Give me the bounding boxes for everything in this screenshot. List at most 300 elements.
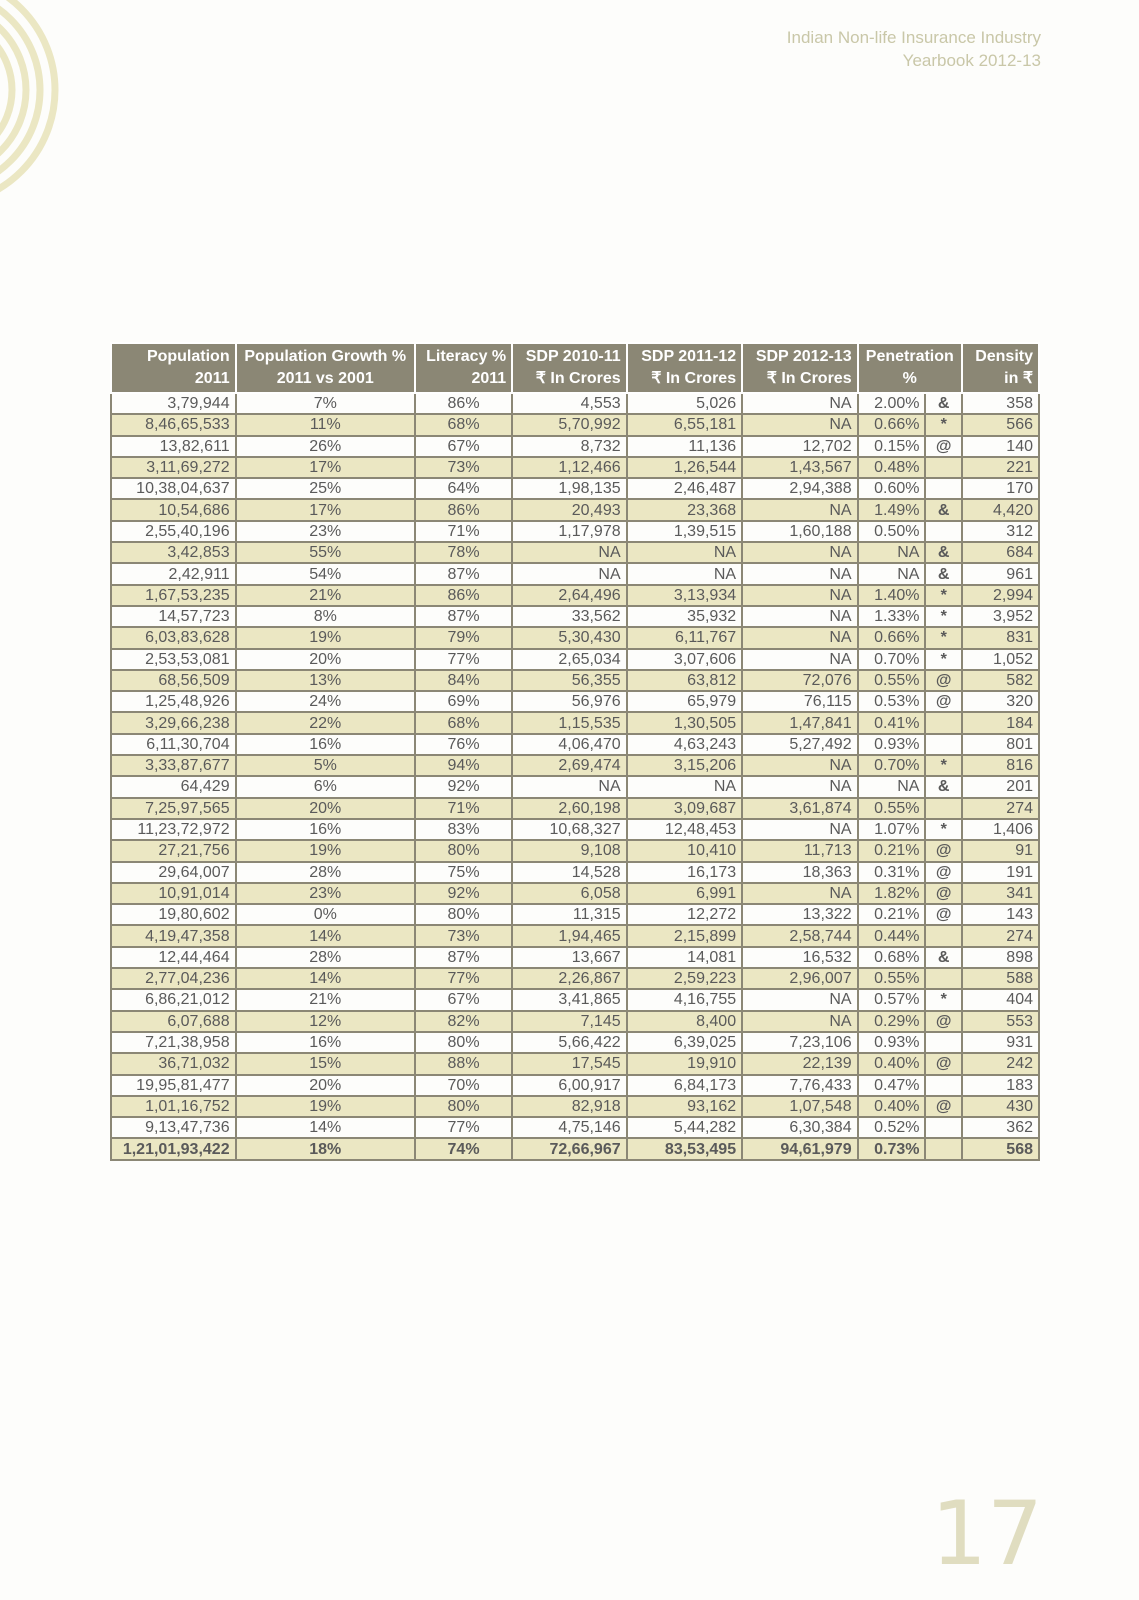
table-cell: 28% bbox=[236, 862, 415, 883]
table-cell: NA bbox=[742, 414, 857, 435]
table-cell: 87% bbox=[415, 563, 512, 584]
table-cell: 1,07,548 bbox=[742, 1096, 857, 1117]
table-cell: 55% bbox=[236, 542, 415, 563]
table-cell: 87% bbox=[415, 947, 512, 968]
table-cell: 0.60% bbox=[858, 478, 926, 499]
table-row bbox=[111, 755, 1039, 776]
table-cell: 80% bbox=[415, 840, 512, 861]
table-cell: 6,07,688 bbox=[111, 1011, 236, 1032]
table-cell: 10,410 bbox=[627, 840, 742, 861]
table-cell: 23% bbox=[236, 883, 415, 904]
table-cell: * bbox=[925, 819, 961, 840]
table-cell: 4,19,47,358 bbox=[111, 925, 236, 946]
table-cell: 1,94,465 bbox=[512, 925, 626, 946]
table-cell bbox=[925, 798, 961, 819]
table-cell: 816 bbox=[962, 755, 1039, 776]
table-row bbox=[111, 798, 1039, 819]
table-row bbox=[111, 414, 1039, 435]
table-cell: 75% bbox=[415, 862, 512, 883]
table-cell: 86% bbox=[415, 585, 512, 606]
table-row bbox=[111, 691, 1039, 712]
table-cell: 17,545 bbox=[512, 1053, 626, 1074]
table-cell: 10,91,014 bbox=[111, 883, 236, 904]
table-cell: 33,562 bbox=[512, 606, 626, 627]
table-cell: 71% bbox=[415, 521, 512, 542]
table-cell: 23,368 bbox=[627, 499, 742, 520]
table-cell: 21% bbox=[236, 989, 415, 1010]
table-cell: 17% bbox=[236, 499, 415, 520]
column-header-line: SDP 2010-11 bbox=[525, 348, 621, 365]
column-header-line: in ₹ bbox=[1004, 370, 1033, 387]
column-header bbox=[627, 343, 742, 393]
table-cell: 7,23,106 bbox=[742, 1032, 857, 1053]
table-cell bbox=[925, 1117, 961, 1138]
column-header-line: Literacy % bbox=[426, 348, 507, 365]
table-cell: 3,09,687 bbox=[627, 798, 742, 819]
table-cell: 5,026 bbox=[627, 393, 742, 414]
table-cell: @ bbox=[925, 691, 961, 712]
table-cell: 80% bbox=[415, 1032, 512, 1053]
table-row bbox=[111, 393, 1039, 414]
table-cell: 92% bbox=[415, 776, 512, 797]
column-header-line: 2011 vs 2001 bbox=[276, 370, 374, 387]
table-cell: NA bbox=[742, 563, 857, 584]
table-cell: 7,25,97,565 bbox=[111, 798, 236, 819]
table-cell: 3,79,944 bbox=[111, 393, 236, 414]
table-cell: 143 bbox=[962, 904, 1039, 925]
table-cell: 1,43,567 bbox=[742, 457, 857, 478]
table-cell: 87% bbox=[415, 606, 512, 627]
table-cell bbox=[925, 734, 961, 755]
table-cell: 14,57,723 bbox=[111, 606, 236, 627]
table-cell: 18% bbox=[236, 1138, 415, 1159]
table-cell: 26% bbox=[236, 436, 415, 457]
table-row bbox=[111, 627, 1039, 648]
table-cell: 73% bbox=[415, 925, 512, 946]
table-cell: 54% bbox=[236, 563, 415, 584]
table-cell: 4,63,243 bbox=[627, 734, 742, 755]
table-cell: 14,081 bbox=[627, 947, 742, 968]
table-cell: 3,13,934 bbox=[627, 585, 742, 606]
table-cell: 11,713 bbox=[742, 840, 857, 861]
table-cell: 6,30,384 bbox=[742, 1117, 857, 1138]
table-header bbox=[111, 343, 1039, 393]
table-cell: 12% bbox=[236, 1011, 415, 1032]
table-cell: 566 bbox=[962, 414, 1039, 435]
table-cell: 70% bbox=[415, 1075, 512, 1096]
table-cell: 20,493 bbox=[512, 499, 626, 520]
table-cell: NA bbox=[627, 542, 742, 563]
table-cell: 94% bbox=[415, 755, 512, 776]
table-cell: 221 bbox=[962, 457, 1039, 478]
table-cell bbox=[925, 1032, 961, 1053]
table-cell: & bbox=[925, 542, 961, 563]
table-cell: 76% bbox=[415, 734, 512, 755]
table-cell: 1,26,544 bbox=[627, 457, 742, 478]
table-cell: 6,991 bbox=[627, 883, 742, 904]
table-cell bbox=[925, 968, 961, 989]
table-row bbox=[111, 904, 1039, 925]
table-cell: 18,363 bbox=[742, 862, 857, 883]
table-cell: 3,15,206 bbox=[627, 755, 742, 776]
table-cell: 1.07% bbox=[858, 819, 926, 840]
column-header-line: SDP 2012-13 bbox=[755, 348, 852, 365]
table-cell: 568 bbox=[962, 1138, 1039, 1159]
table-cell: 67% bbox=[415, 989, 512, 1010]
table-cell: 20% bbox=[236, 798, 415, 819]
table-cell: 3,42,853 bbox=[111, 542, 236, 563]
table-row bbox=[111, 883, 1039, 904]
table-cell: 2,60,198 bbox=[512, 798, 626, 819]
table-cell: 19% bbox=[236, 840, 415, 861]
table-cell: 8,400 bbox=[627, 1011, 742, 1032]
table-cell: 684 bbox=[962, 542, 1039, 563]
table-total-row bbox=[111, 1138, 1039, 1159]
column-header-line: Penetration bbox=[865, 348, 954, 365]
table-cell: NA bbox=[627, 563, 742, 584]
table-cell: 88% bbox=[415, 1053, 512, 1074]
table-cell: NA bbox=[742, 989, 857, 1010]
table-cell: 362 bbox=[962, 1117, 1039, 1138]
table-cell: 10,68,327 bbox=[512, 819, 626, 840]
table-cell: 2,77,04,236 bbox=[111, 968, 236, 989]
table-cell: 320 bbox=[962, 691, 1039, 712]
table-cell: NA bbox=[742, 585, 857, 606]
table-cell: NA bbox=[742, 627, 857, 648]
table-cell: 23% bbox=[236, 521, 415, 542]
table-cell: 22,139 bbox=[742, 1053, 857, 1074]
table-cell: 5,66,422 bbox=[512, 1032, 626, 1053]
table-cell: 5,44,282 bbox=[627, 1117, 742, 1138]
column-header bbox=[415, 343, 512, 393]
column-header bbox=[512, 343, 626, 393]
table-row bbox=[111, 499, 1039, 520]
table-cell: 14% bbox=[236, 925, 415, 946]
table-cell: 3,29,66,238 bbox=[111, 712, 236, 733]
table-cell: 430 bbox=[962, 1096, 1039, 1117]
table-cell: 17% bbox=[236, 457, 415, 478]
table-cell: 19% bbox=[236, 1096, 415, 1117]
table-cell: 72,66,967 bbox=[512, 1138, 626, 1159]
table-cell: 1,17,978 bbox=[512, 521, 626, 542]
table-cell: 1.33% bbox=[858, 606, 926, 627]
table-cell bbox=[925, 521, 961, 542]
table-cell: 0.50% bbox=[858, 521, 926, 542]
table-cell: 1,47,841 bbox=[742, 712, 857, 733]
table-cell: 0.41% bbox=[858, 712, 926, 733]
table-cell: @ bbox=[925, 670, 961, 691]
table-cell: NA bbox=[742, 776, 857, 797]
column-header-line: ₹ In Crores bbox=[535, 370, 621, 387]
column-header-line: 2011 bbox=[194, 370, 230, 387]
table-cell: 898 bbox=[962, 947, 1039, 968]
table-cell: 2,65,034 bbox=[512, 649, 626, 670]
table-cell: 0.40% bbox=[858, 1096, 926, 1117]
table-cell: NA bbox=[627, 776, 742, 797]
table-cell: 5,70,992 bbox=[512, 414, 626, 435]
table-cell: 24% bbox=[236, 691, 415, 712]
table-cell: * bbox=[925, 585, 961, 606]
table-cell: NA bbox=[742, 649, 857, 670]
column-header-line: ₹ In Crores bbox=[651, 370, 737, 387]
table-row bbox=[111, 925, 1039, 946]
table-cell: 2,59,223 bbox=[627, 968, 742, 989]
table-cell: 9,108 bbox=[512, 840, 626, 861]
table-cell: 19% bbox=[236, 627, 415, 648]
table-cell: @ bbox=[925, 436, 961, 457]
table-cell: 35,932 bbox=[627, 606, 742, 627]
table-row bbox=[111, 585, 1039, 606]
table-row bbox=[111, 542, 1039, 563]
table-cell: 4,75,146 bbox=[512, 1117, 626, 1138]
table-row bbox=[111, 1096, 1039, 1117]
table-cell: 2.00% bbox=[858, 393, 926, 414]
table-cell: 1,01,16,752 bbox=[111, 1096, 236, 1117]
table-cell: 6,00,917 bbox=[512, 1075, 626, 1096]
table-cell: 0.73% bbox=[858, 1138, 926, 1159]
table-cell: @ bbox=[925, 904, 961, 925]
table-cell: 11% bbox=[236, 414, 415, 435]
table-cell: * bbox=[925, 414, 961, 435]
table-cell: 15% bbox=[236, 1053, 415, 1074]
table-cell: 2,94,388 bbox=[742, 478, 857, 499]
table-cell: 2,46,487 bbox=[627, 478, 742, 499]
column-header-line: SDP 2011-12 bbox=[641, 348, 737, 365]
table-row bbox=[111, 1053, 1039, 1074]
table-cell: 3,41,865 bbox=[512, 989, 626, 1010]
table-cell: 183 bbox=[962, 1075, 1039, 1096]
table-row bbox=[111, 563, 1039, 584]
table-cell: 588 bbox=[962, 968, 1039, 989]
table-cell: 6,11,767 bbox=[627, 627, 742, 648]
table-cell: @ bbox=[925, 840, 961, 861]
table-cell: 312 bbox=[962, 521, 1039, 542]
table-cell: 6,058 bbox=[512, 883, 626, 904]
table-cell: 29,64,007 bbox=[111, 862, 236, 883]
table-cell: 13,82,611 bbox=[111, 436, 236, 457]
table-cell: 10,38,04,637 bbox=[111, 478, 236, 499]
table-cell: 1,15,535 bbox=[512, 712, 626, 733]
table-cell: 0.47% bbox=[858, 1075, 926, 1096]
table-cell: 1.82% bbox=[858, 883, 926, 904]
table-cell: 11,136 bbox=[627, 436, 742, 457]
table-cell: 80% bbox=[415, 1096, 512, 1117]
table-cell: 801 bbox=[962, 734, 1039, 755]
table-cell: 274 bbox=[962, 798, 1039, 819]
table-cell: 7,76,433 bbox=[742, 1075, 857, 1096]
table-cell: 961 bbox=[962, 563, 1039, 584]
state-insurance-table bbox=[110, 342, 1040, 1161]
table-cell bbox=[925, 457, 961, 478]
table-cell: 4,553 bbox=[512, 393, 626, 414]
table-cell: 12,48,453 bbox=[627, 819, 742, 840]
table-cell bbox=[925, 1138, 961, 1159]
column-header-line: 2011 bbox=[471, 370, 507, 387]
table-cell: 78% bbox=[415, 542, 512, 563]
table-cell: 68,56,509 bbox=[111, 670, 236, 691]
table-cell: 1,67,53,235 bbox=[111, 585, 236, 606]
table-cell: 12,702 bbox=[742, 436, 857, 457]
table-cell: 9,13,47,736 bbox=[111, 1117, 236, 1138]
page-number: 17 bbox=[931, 1482, 1043, 1585]
table-cell: @ bbox=[925, 1053, 961, 1074]
table-cell: 68% bbox=[415, 712, 512, 733]
table-cell: 5,30,430 bbox=[512, 627, 626, 648]
table-cell: 83% bbox=[415, 819, 512, 840]
table-row bbox=[111, 649, 1039, 670]
table-cell: 13% bbox=[236, 670, 415, 691]
table-cell: 20% bbox=[236, 649, 415, 670]
table-cell: 7% bbox=[236, 393, 415, 414]
column-header-line: % bbox=[902, 370, 917, 387]
table-cell: 2,26,867 bbox=[512, 968, 626, 989]
table-cell: 0.70% bbox=[858, 755, 926, 776]
table-cell: NA bbox=[858, 563, 926, 584]
table-cell: 36,71,032 bbox=[111, 1053, 236, 1074]
table-cell: 13,322 bbox=[742, 904, 857, 925]
table-cell: 56,976 bbox=[512, 691, 626, 712]
table-cell: 25% bbox=[236, 478, 415, 499]
table-cell: 3,61,874 bbox=[742, 798, 857, 819]
table-cell: NA bbox=[742, 819, 857, 840]
table-cell: 76,115 bbox=[742, 691, 857, 712]
table-cell: 8,46,65,533 bbox=[111, 414, 236, 435]
table-cell: 0.68% bbox=[858, 947, 926, 968]
table-cell: NA bbox=[742, 883, 857, 904]
table-cell: 3,33,87,677 bbox=[111, 755, 236, 776]
table-cell: 1,052 bbox=[962, 649, 1039, 670]
table-cell: 6,11,30,704 bbox=[111, 734, 236, 755]
table-cell: NA bbox=[512, 776, 626, 797]
table-cell: 0.66% bbox=[858, 627, 926, 648]
table-row bbox=[111, 862, 1039, 883]
table-row bbox=[111, 1075, 1039, 1096]
table-cell: * bbox=[925, 755, 961, 776]
table-cell: 14,528 bbox=[512, 862, 626, 883]
table-cell bbox=[925, 712, 961, 733]
table-row bbox=[111, 989, 1039, 1010]
table-row bbox=[111, 712, 1039, 733]
header-row bbox=[111, 343, 1039, 393]
table-cell: * bbox=[925, 989, 961, 1010]
table-cell: 93,162 bbox=[627, 1096, 742, 1117]
table-cell: 2,53,53,081 bbox=[111, 649, 236, 670]
table-cell: NA bbox=[742, 606, 857, 627]
table-cell: 19,80,602 bbox=[111, 904, 236, 925]
column-header-line: Population bbox=[146, 348, 230, 365]
table-cell: 140 bbox=[962, 436, 1039, 457]
table-cell: 1,406 bbox=[962, 819, 1039, 840]
table-row bbox=[111, 734, 1039, 755]
table-cell: 0.52% bbox=[858, 1117, 926, 1138]
table-row bbox=[111, 840, 1039, 861]
table-cell: 64% bbox=[415, 478, 512, 499]
table-cell: 0.66% bbox=[858, 414, 926, 435]
table-cell: 91 bbox=[962, 840, 1039, 861]
table-body bbox=[111, 393, 1039, 1160]
header-subtitle: Yearbook 2012-13 bbox=[902, 51, 1041, 70]
table-cell: 27,21,756 bbox=[111, 840, 236, 861]
table-cell: & bbox=[925, 776, 961, 797]
table-cell: 201 bbox=[962, 776, 1039, 797]
table-cell: 1,98,135 bbox=[512, 478, 626, 499]
table-cell: 13,667 bbox=[512, 947, 626, 968]
table-row bbox=[111, 1011, 1039, 1032]
table-cell: 6,39,025 bbox=[627, 1032, 742, 1053]
column-header-line: Density bbox=[975, 348, 1033, 365]
table-cell: 0.40% bbox=[858, 1053, 926, 1074]
table-cell: 6% bbox=[236, 776, 415, 797]
table-cell: 14% bbox=[236, 1117, 415, 1138]
table-row bbox=[111, 1032, 1039, 1053]
table-cell: 80% bbox=[415, 904, 512, 925]
table-cell: 1,60,188 bbox=[742, 521, 857, 542]
table-cell: 16% bbox=[236, 1032, 415, 1053]
table-cell: 86% bbox=[415, 499, 512, 520]
table-cell: NA bbox=[858, 542, 926, 563]
corner-arc-decoration bbox=[0, 0, 70, 220]
column-header bbox=[742, 343, 857, 393]
table-cell: NA bbox=[512, 542, 626, 563]
table-cell: 14% bbox=[236, 968, 415, 989]
table-cell: 2,64,496 bbox=[512, 585, 626, 606]
table-row bbox=[111, 436, 1039, 457]
table-cell: 0.57% bbox=[858, 989, 926, 1010]
table-row bbox=[111, 457, 1039, 478]
table-cell: 16,173 bbox=[627, 862, 742, 883]
table-row bbox=[111, 1117, 1039, 1138]
table-cell: 2,55,40,196 bbox=[111, 521, 236, 542]
table-cell: 8% bbox=[236, 606, 415, 627]
table-cell: @ bbox=[925, 883, 961, 904]
column-header-line: Population Growth % bbox=[244, 348, 407, 365]
table-cell: 73% bbox=[415, 457, 512, 478]
table-cell: 71% bbox=[415, 798, 512, 819]
table-cell: 22% bbox=[236, 712, 415, 733]
table-cell: & bbox=[925, 563, 961, 584]
table-cell: * bbox=[925, 606, 961, 627]
table-cell: 2,96,007 bbox=[742, 968, 857, 989]
table-cell: 2,15,899 bbox=[627, 925, 742, 946]
table-cell: 16,532 bbox=[742, 947, 857, 968]
table-cell: 94,61,979 bbox=[742, 1138, 857, 1159]
table-row bbox=[111, 670, 1039, 691]
table-cell: 92% bbox=[415, 883, 512, 904]
table-cell: 831 bbox=[962, 627, 1039, 648]
table-cell bbox=[925, 925, 961, 946]
table-cell: 0.21% bbox=[858, 840, 926, 861]
column-header-line: ₹ In Crores bbox=[766, 370, 852, 387]
table-cell: NA bbox=[512, 563, 626, 584]
table-cell: & bbox=[925, 947, 961, 968]
table-cell bbox=[925, 478, 961, 499]
table-cell: 242 bbox=[962, 1053, 1039, 1074]
column-header bbox=[858, 343, 962, 393]
column-header bbox=[111, 343, 236, 393]
table-cell: 1,25,48,926 bbox=[111, 691, 236, 712]
table-cell: 67% bbox=[415, 436, 512, 457]
table-cell: 74% bbox=[415, 1138, 512, 1159]
table-cell bbox=[925, 1075, 961, 1096]
table-cell: 8,732 bbox=[512, 436, 626, 457]
table-cell: 0.93% bbox=[858, 734, 926, 755]
table-cell: 4,16,755 bbox=[627, 989, 742, 1010]
table-cell: 2,69,474 bbox=[512, 755, 626, 776]
table-cell: * bbox=[925, 649, 961, 670]
table-cell: 0.55% bbox=[858, 670, 926, 691]
table-cell: 6,03,83,628 bbox=[111, 627, 236, 648]
table-cell: NA bbox=[742, 499, 857, 520]
